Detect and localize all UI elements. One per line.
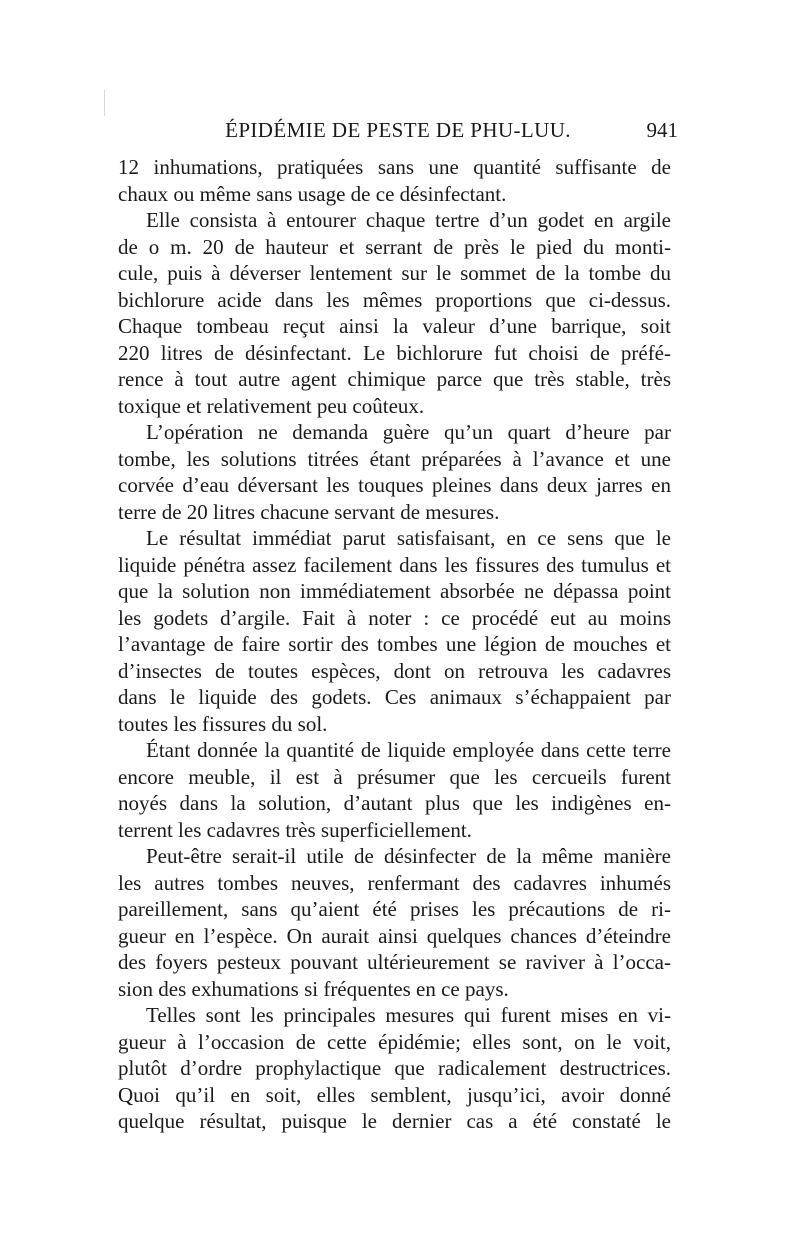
text-line: les autres tombes neuves, renfermant des cadavres inhumés (118, 870, 671, 895)
text-line: Elle consista à entourer chaque tertre d’un godet en argile (146, 208, 671, 232)
text-line: 220 litres de désinfectant. Le bichlorure fut choisi de préfé- (118, 340, 671, 365)
margin-mark (104, 90, 105, 116)
running-header (118, 118, 678, 148)
text-line: de o m. 20 de hauteur et serrant de près le pied du monti- (118, 234, 671, 259)
text-line: liquide pénétra assez facilement dans les fissures des tumulus et (118, 552, 671, 577)
text-line: terrent les cadavres très superficiellement. (118, 817, 472, 842)
text-line: corvée d’eau déversant les touques pleines dans deux jarres en (118, 473, 671, 497)
text-line: sion des exhumations si fréquentes en ce pays. (118, 976, 509, 1001)
text-line: gueur à l’occasion de cette épidémie; elles sont, on le voit, (118, 1029, 671, 1054)
text-line: Le résultat immédiat parut satisfaisant, en ce sens que le (146, 526, 671, 550)
text-line: l’avantage de faire sortir des tombes une légion de mouches et (118, 632, 671, 656)
text-line: gueur en l’espèce. On aurait ainsi quelques chances d’éteindre (118, 923, 671, 948)
text-line: Étant donnée la quantité de liquide employée dans cette terre (146, 738, 671, 762)
text-line: Chaque tombeau reçut ainsi la valeur d’une barrique, soit (118, 314, 671, 338)
text-line: L’opération ne demanda guère qu’un quart d’heure par (146, 420, 671, 444)
text-line: chaux ou même sans usage de ce désinfectant. (118, 181, 507, 206)
body-text (118, 154, 671, 1135)
text-line: pareillement, sans qu’aient été prises les précautions de ri- (118, 897, 671, 921)
text-line: encore meuble, il est à présumer que les cercueils furent (118, 764, 671, 789)
text-line: quelque résultat, puisque le dernier cas a été constaté le (118, 1109, 671, 1133)
text-line: noyés dans la solution, d’autant plus que les indigènes en- (118, 791, 671, 815)
text-line: plutôt d’ordre prophylactique que radicalement destructrices. (118, 1056, 671, 1080)
text-line: les godets d’argile. Fait à noter : ce procédé eut au moins (118, 605, 671, 630)
text-line: terre de 20 litres chacune servant de mesures. (118, 499, 500, 524)
text-line: toutes les fissures du sol. (118, 711, 328, 736)
text-line: cule, puis à déverser lentement sur le sommet de la tombe du (118, 261, 671, 285)
running-title: ÉPIDÉMIE DE PESTE DE PHU-LUU. (225, 118, 571, 142)
text-line: dans le liquide des godets. Ces animaux s’échappaient par (118, 685, 671, 709)
text-line: d’insectes de toutes espèces, dont on retrouva les cadavres (118, 658, 671, 683)
page-number: 941 (646, 118, 678, 142)
text-line: 12 inhumations, pratiquées sans une quantité suffisante de (118, 155, 671, 179)
text-line: des foyers pesteux pouvant ultérieurement se raviver à l’occa- (118, 950, 671, 974)
text-line: bichlorure acide dans les mêmes proportions que ci-dessus. (118, 287, 671, 312)
text-line: Quoi qu’il en soit, elles semblent, jusqu’ici, avoir donné (118, 1082, 671, 1107)
text-line: rence à tout autre agent chimique parce que très stable, très (118, 367, 671, 391)
text-line: toxique et relativement peu coûteux. (118, 393, 425, 418)
text-line: Telles sont les principales mesures qui furent mises en vi- (146, 1003, 671, 1027)
text-line: tombe, les solutions titrées étant préparées à l’avance et une (118, 446, 671, 471)
text-line: Peut-être serait-il utile de désinfecter de la même manière (146, 844, 671, 868)
text-line: que la solution non immédiatement absorbée ne dépassa point (118, 579, 671, 603)
